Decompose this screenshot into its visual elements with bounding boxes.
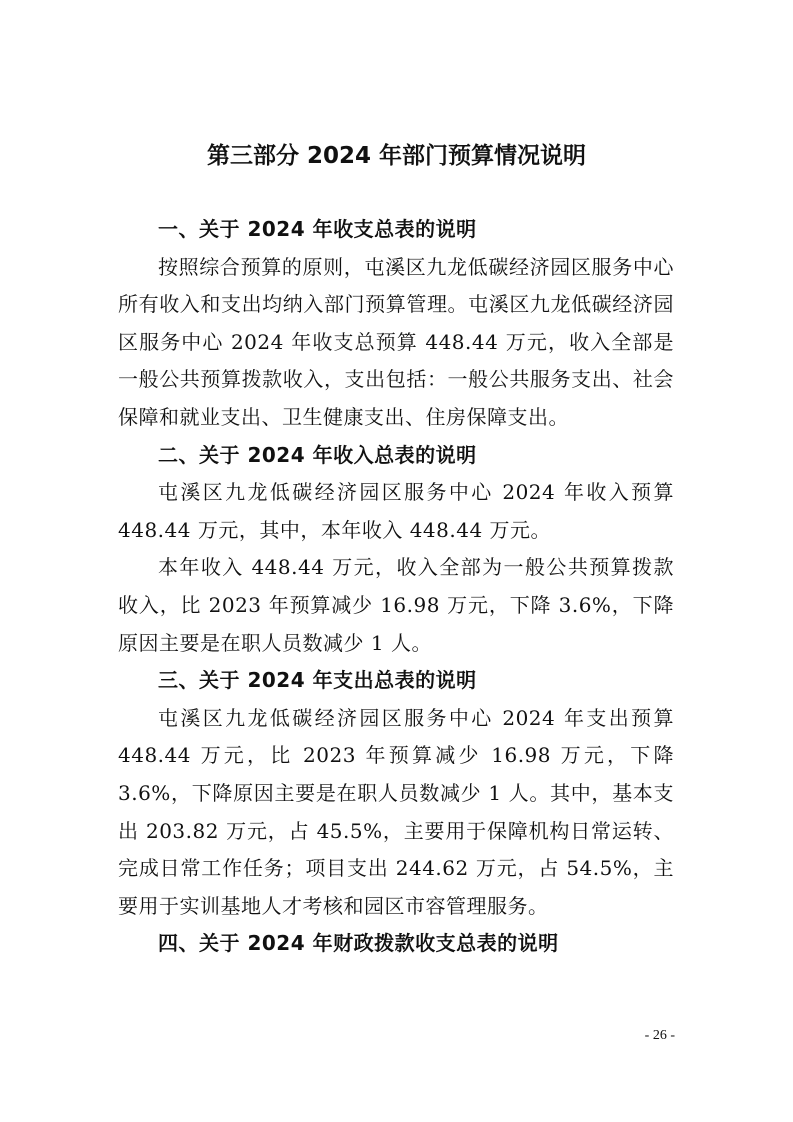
- document-body: [118, 211, 674, 963]
- section-heading-1: 一、关于 2024 年收支总表的说明: [158, 217, 477, 241]
- page-title: 第三部分 2024 年部门预算情况说明: [206, 143, 587, 169]
- section-2-paragraph-2: 本年收入 448.44 万元，收入全部为一般公共预算拨款收入，比 2023 年预算减少 16.98 万元，下降 3.6%，下降原因主要是在职人员数减少 1 人。: [118, 555, 674, 655]
- section-3-paragraph-1: 屯溪区九龙低碳经济园区服务中心 2024 年支出预算 448.44 万元，比 2023 年预算减少 16.98 万元，下降 3.6%，下降原因主要是在职人员数减少 1 人。其中，基本支出 203.82 万元，占 45.5%，主要用于保障机构日常运转、完成日常工作任务；项目支出 244.62 万元，占 54.5%，主要用于实训基地人才考核和园区市容管理服务。: [118, 705, 674, 918]
- section-2-paragraph-1: 屯溪区九龙低碳经济园区服务中心 2024 年收入预算 448.44 万元，其中，本年收入 448.44 万元。: [118, 480, 674, 542]
- section-heading-3: 三、关于 2024 年支出总表的说明: [158, 668, 477, 693]
- section-1-paragraph-1: 按照综合预算的原则，屯溪区九龙低碳经济园区服务中心所有收入和支出均纳入部门预算管理。屯溪区九龙低碳经济园区服务中心 2024 年收支总预算 448.44 万元，收入全部是一般公共预算拨款收入，支出包括：一般公共服务支出、社会保障和就业支出、卫生健康支出、住房保障支出。: [118, 254, 674, 429]
- section-heading-2: 二、关于 2024 年收入总表的说明: [158, 442, 477, 467]
- page-number: - 26 -: [644, 1028, 675, 1043]
- section-heading-4: 四、关于 2024 年财政拨款收支总表的说明: [158, 931, 559, 956]
